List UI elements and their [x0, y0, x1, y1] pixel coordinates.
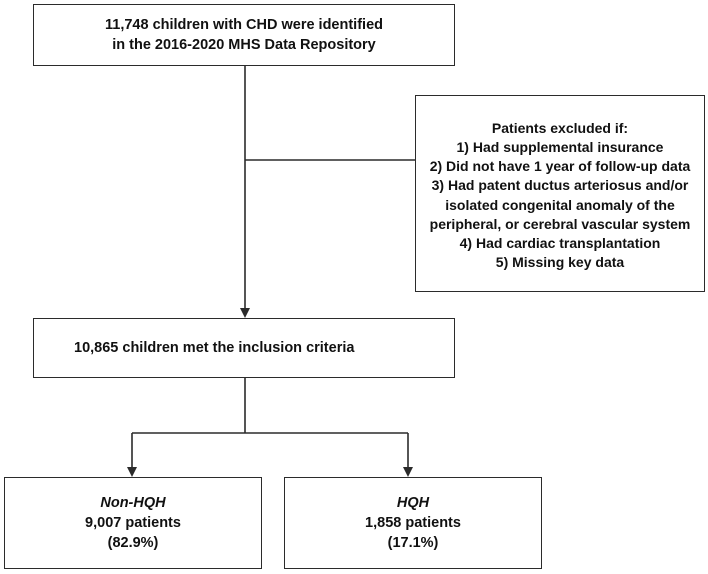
hqh-group-label: HQH [396, 495, 430, 511]
identified-line-2: in the 2016-2020 MHS Data Repository [112, 37, 376, 53]
non-hqh-count: 9,007 patients [85, 515, 181, 531]
hqh-percent: (17.1%) [387, 535, 439, 551]
non-hqh-box [4, 477, 262, 569]
exclusion-item-3: 3) Had patent ductus arteriosus and/or [431, 177, 689, 194]
inclusion-text: 10,865 children met the inclusion criteria [74, 340, 355, 356]
hqh-count: 1,858 patients [365, 515, 461, 531]
exclusion-heading: Patients excluded if: [491, 120, 629, 137]
exclusion-criteria-box [415, 95, 705, 292]
exclusion-item-3-cont-2: peripheral, or cerebral vascular system [429, 215, 691, 232]
exclusion-item-1: 1) Had supplemental insurance [456, 139, 664, 156]
exclusion-item-2: 2) Did not have 1 year of follow-up data [429, 158, 691, 175]
exclusion-item-4: 4) Had cardiac transplantation [459, 234, 661, 251]
exclusion-item-5: 5) Missing key data [495, 253, 625, 270]
exclusion-item-3-cont-1: isolated congenital anomaly of the [445, 196, 675, 213]
non-hqh-percent: (82.9%) [107, 535, 159, 551]
non-hqh-group-label: Non-HQH [100, 495, 166, 511]
hqh-box [284, 477, 542, 569]
identified-children-box [33, 4, 455, 66]
identified-line-1: 11,748 children with CHD were identified [105, 17, 383, 33]
inclusion-criteria-box [33, 318, 455, 378]
